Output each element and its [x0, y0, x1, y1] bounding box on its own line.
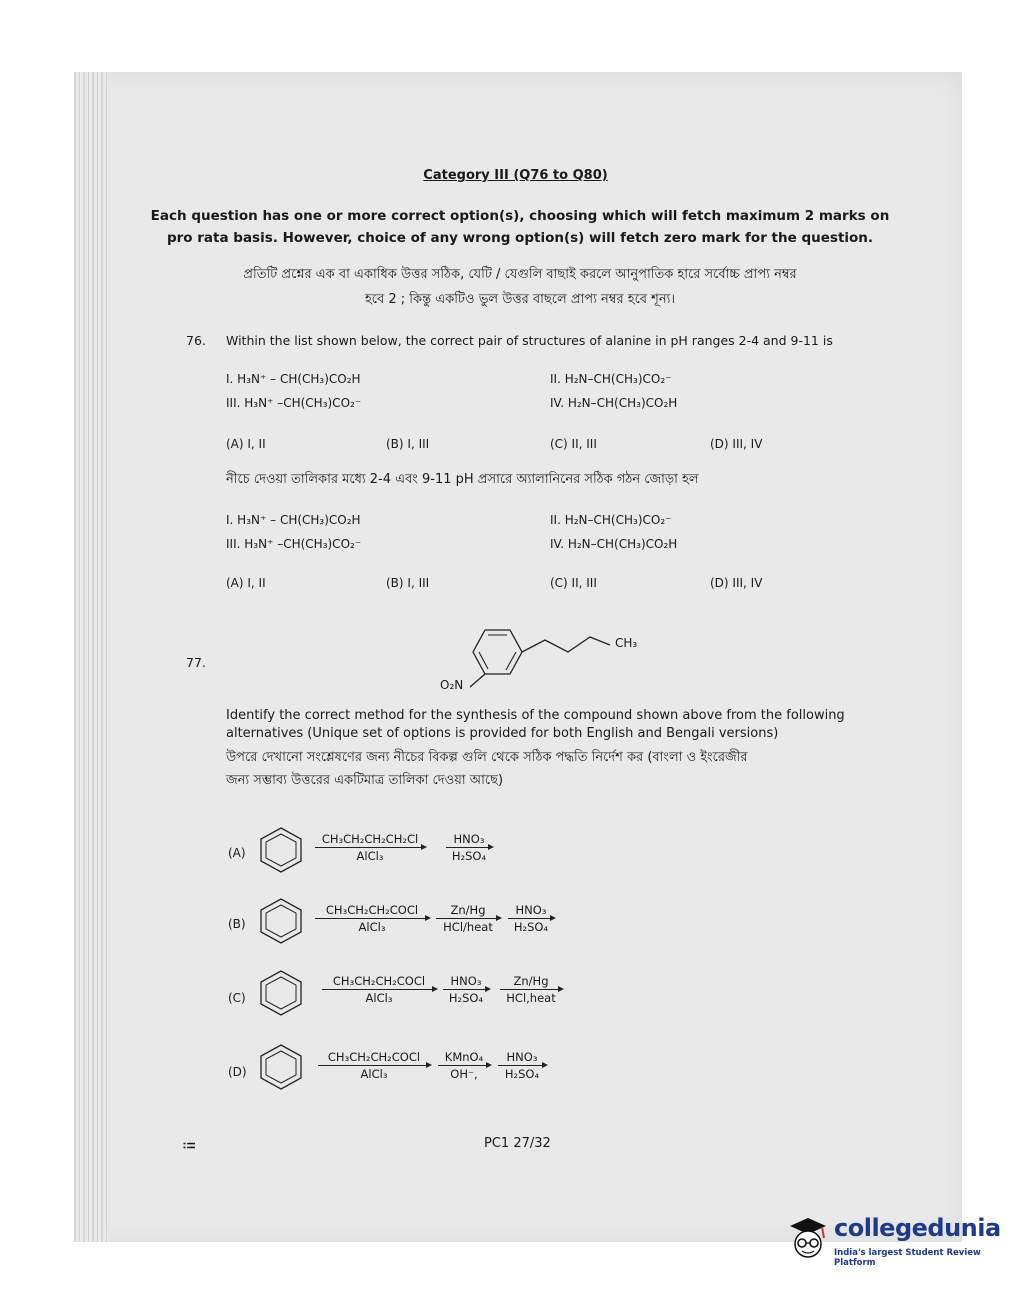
- q77-option-a-label: (A): [228, 846, 246, 860]
- question-76-text-bengali: নীচে দেওয়া তালিকার মধ্যে 2-4 এবং 9-11 pH প্রসারে অ্যালানিনের সঠিক গঠন জোড়া হল: [226, 472, 699, 487]
- q77-c-step-1: CH₃CH₂CH₂COCl AlCl₃: [322, 974, 436, 1005]
- q77-a-step-2: HNO₃ H₂SO₄: [446, 832, 492, 863]
- collegedunia-watermark: [784, 1210, 1004, 1280]
- q76-option-b: (B) I, III: [386, 437, 430, 451]
- graduate-mascot-icon: [784, 1214, 832, 1264]
- question-76-text-english: Within the list shown below, the correct pair of structures of alanine in pH ranges 2-4 and 9-11 is: [226, 333, 833, 348]
- structure-iv-bengali-section: IV. H₂N–CH(CH₃)CO₂H: [550, 537, 678, 551]
- page-number: PC1 27/32: [484, 1136, 551, 1151]
- instruction-bengali-line-1: প্রতিটি প্রশ্নের এক বা একাধিক উত্তর সঠিক, যেটি / যেগুলি বাছাই করলে আনুপাতিক হারে সর্বোচ্চ প্রাপ্য নম্বর: [243, 267, 797, 282]
- instruction-english-line-1: Each question has one or more correct option(s), choosing which will fetch maximum 2 marks on: [150, 208, 890, 224]
- brand-name: collegedunia: [834, 1214, 1001, 1242]
- q77-option-c-label: (C): [228, 991, 246, 1005]
- q77-d-step-1: CH₃CH₂CH₂COCl AlCl₃: [318, 1050, 430, 1081]
- structure-i: I. H₃N⁺ – CH(CH₃)CO₂H: [226, 372, 361, 386]
- question-77-text-bengali-line-2: জন্য সম্ভাব্য উত্তরের একটিমাত্র তালিকা দেওয়া আছে): [226, 773, 504, 788]
- substituent-no2: O₂N: [440, 678, 464, 692]
- structure-ii-bengali-section: II. H₂N–CH(CH₃)CO₂⁻: [550, 513, 672, 527]
- question-77-number: 77.: [186, 655, 206, 670]
- question-77-text-english-line-2: alternatives (Unique set of options is provided for both English and Bengali versions): [226, 726, 779, 741]
- structure-iii-bengali-section: III. H₃N⁺ –CH(CH₃)CO₂⁻: [226, 537, 362, 551]
- q76-option-d: (D) III, IV: [710, 437, 763, 451]
- category-title: Category III (Q76 to Q80): [423, 168, 608, 183]
- benzene-ring-icon: [256, 968, 306, 1018]
- structure-ii: II. H₂N–CH(CH₃)CO₂⁻: [550, 372, 672, 386]
- instruction-english-line-2: pro rata basis. However, choice of any wrong option(s) will fetch zero mark for the question.: [166, 230, 874, 246]
- q77-b-step-1: CH₃CH₂CH₂COCl AlCl₃: [315, 903, 429, 934]
- q76-option-a-bengali-section: (A) I, II: [226, 576, 266, 590]
- q76-option-c: (C) II, III: [550, 437, 597, 451]
- q76-option-c-bengali-section: (C) II, III: [550, 576, 597, 590]
- q77-a-step-1: CH₃CH₂CH₂CH₂Cl AlCl₃: [315, 832, 425, 863]
- question-77-text-bengali-line-1: উপরে দেখানো সংশ্লেষণের জন্য নীচের বিকল্প গুলি থেকে সঠিক পদ্ধতি নির্দেশ কর (বাংলা ও ইংরেজীর: [226, 750, 748, 765]
- benzene-ring-icon: [256, 825, 306, 875]
- q77-d-step-2: KMnO₄ OH⁻,: [438, 1050, 490, 1081]
- q77-c-step-2: HNO₃ H₂SO₄: [443, 974, 489, 1005]
- brand-tagline: India's largest Student Review Platform: [834, 1248, 981, 1268]
- q76-option-d-bengali-section: (D) III, IV: [710, 576, 763, 590]
- question-76-number: 76.: [186, 333, 206, 348]
- benzene-ring-icon: [256, 896, 306, 946]
- structure-iv: IV. H₂N–CH(CH₃)CO₂H: [550, 396, 678, 410]
- q77-option-b-label: (B): [228, 917, 246, 931]
- substituent-ch3: CH₃: [615, 636, 638, 650]
- q76-option-a: (A) I, II: [226, 437, 266, 451]
- q77-c-step-3: Zn/Hg HCl,heat: [500, 974, 562, 1005]
- structure-i-bengali-section: I. H₃N⁺ – CH(CH₃)CO₂H: [226, 513, 361, 527]
- q77-b-step-3: HNO₃ H₂SO₄: [508, 903, 554, 934]
- q76-option-b-bengali-section: (B) I, III: [386, 576, 430, 590]
- q77-b-step-2: Zn/Hg HCl/heat: [436, 903, 500, 934]
- instruction-bengali-line-2: হবে 2 ; কিন্তু একটিও ভুল উত্তর বাছলে প্রাপ্য নম্বর হবে শূন্য।: [364, 292, 676, 307]
- question-77-text-english-line-1: Identify the correct method for the synthesis of the compound shown above from the following: [226, 708, 845, 723]
- benzene-ring-icon: [256, 1042, 306, 1092]
- margin-mark: ‼: [179, 1141, 199, 1150]
- q77-d-step-3: HNO₃ H₂SO₄: [498, 1050, 546, 1081]
- structure-iii: III. H₃N⁺ –CH(CH₃)CO₂⁻: [226, 396, 362, 410]
- page-binding-edge: [74, 72, 108, 1242]
- nitro-butylbenzene-structure: [440, 615, 670, 695]
- q77-option-d-label: (D): [228, 1065, 247, 1079]
